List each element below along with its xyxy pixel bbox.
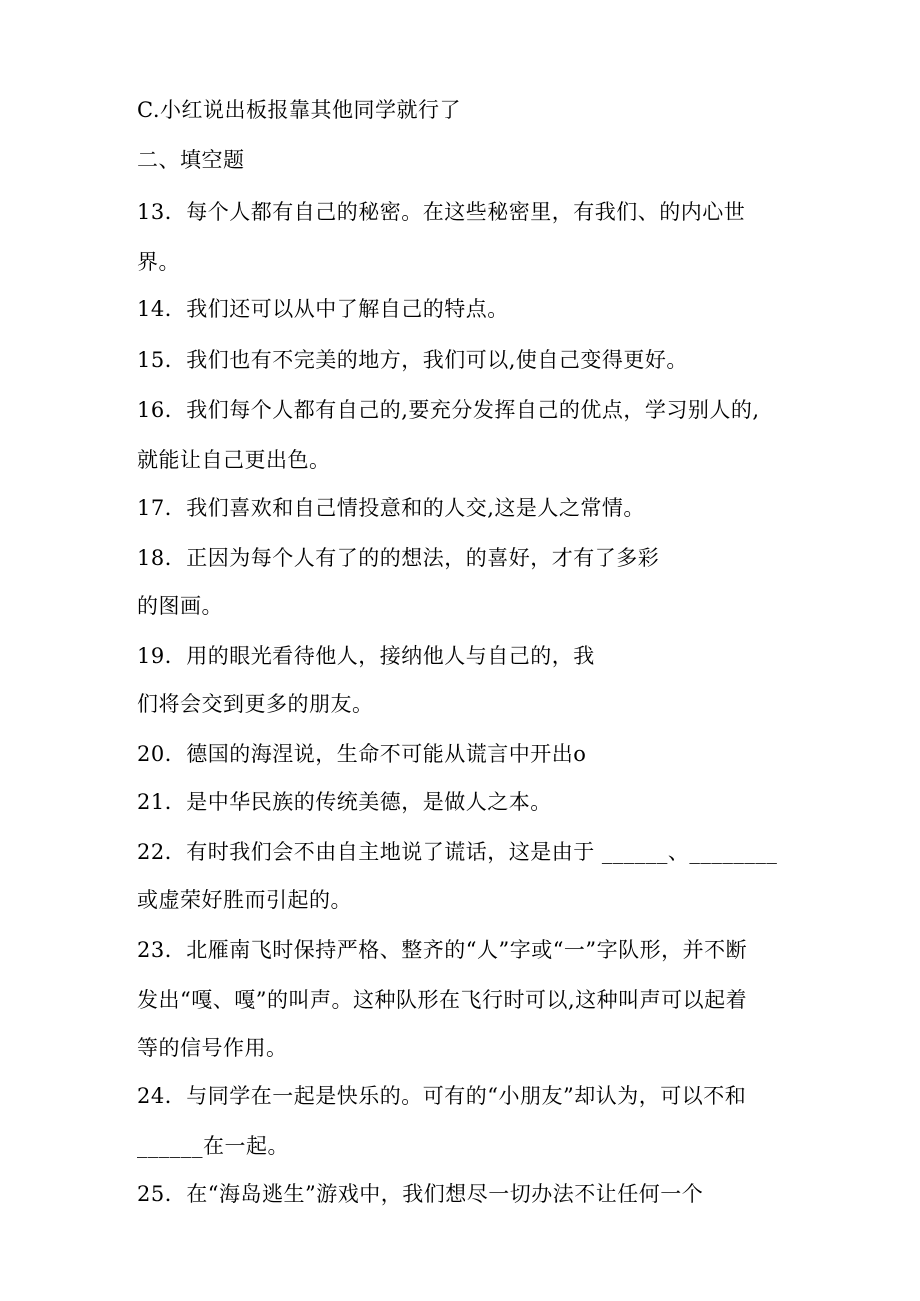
question-20: 20．德国的海涅说，生命不可能从谎言中开出o [137,742,587,766]
question-19-line-1: 19．用的眼光看待他人，接纳他人与自己的，我 [137,644,595,668]
question-23-line-1: 23．北雁南飞时保持严格、整齐的“人”字或“一”字队形，并不断 [137,938,748,962]
question-19-line-2: 们将会交到更多的朋友。 [137,692,374,716]
question-23-line-2: 发出“嘎、嘎”的叫声。这种队形在飞行时可以,这种叫声可以起着 [137,988,748,1012]
section-heading: 二、填空题 [137,148,245,172]
question-13-line-2: 界。 [137,250,180,274]
question-17: 17．我们喜欢和自己情投意和的人交,这是人之常情。 [137,496,645,520]
question-23-line-3: 等的信号作用。 [137,1036,288,1060]
question-16-line-1: 16．我们每个人都有自己的,要充分发挥自己的优点，学习别人的, [137,398,760,422]
question-15: 15．我们也有不完美的地方，我们可以,使自己变得更好。 [137,348,688,372]
question-18-line-1: 18．正因为每个人有了的的想法，的喜好，才有了多彩 [137,546,660,570]
question-24-line-2: ______在一起。 [137,1134,289,1158]
question-14: 14．我们还可以从中了解自己的特点。 [137,297,509,321]
question-18-line-2: 的图画。 [137,594,223,618]
question-21: 21．是中华民族的传统美德，是做人之本。 [137,790,552,814]
question-24-line-1: 24．与同学在一起是快乐的。可有的“小朋友”却认为，可以不和 [137,1084,747,1108]
question-16-line-2: 就能让自己更出色。 [137,448,331,472]
option-c-text: C.小红说出板报靠其他同学就行了 [137,98,461,122]
question-25: 25．在“海岛逃生”游戏中，我们想尽一切办法不让任何一个 [137,1182,704,1206]
question-13-line-1: 13．每个人都有自己的秘密。在这些秘密里，有我们、的内心世 [137,200,746,224]
question-22-line-2: 或虚荣好胜而引起的。 [137,888,352,912]
question-22-line-1: 22．有时我们会不由自主地说了谎话，这是由于 ______、________ [137,840,778,864]
